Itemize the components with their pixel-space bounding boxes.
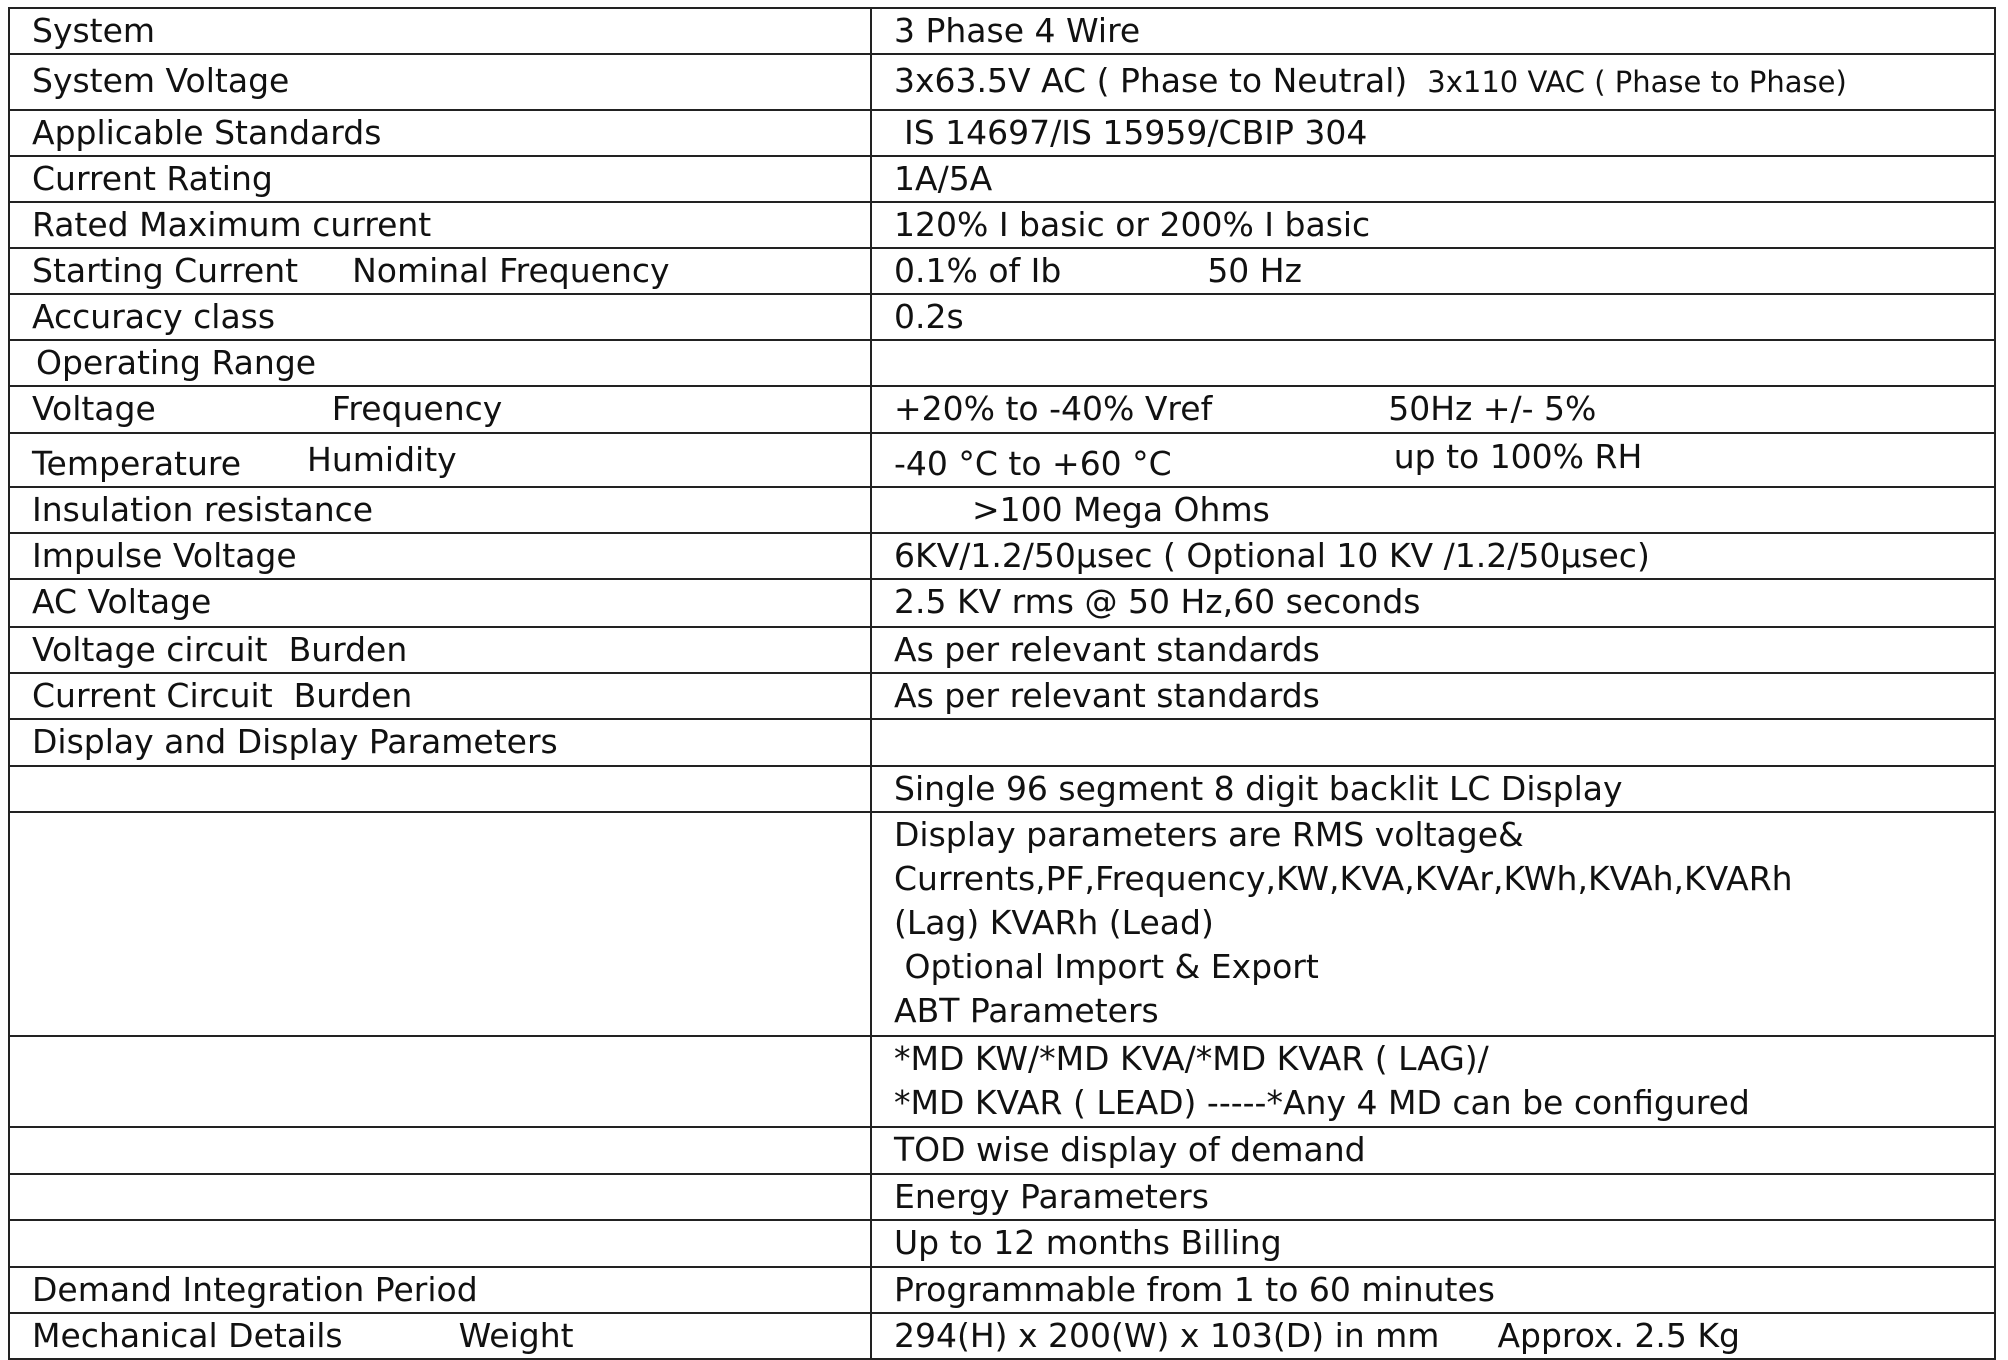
value-cell: Energy Parameters — [871, 1174, 1995, 1220]
label-cell: Current Circuit Burden — [9, 673, 871, 719]
label-cell — [9, 1036, 871, 1127]
table-row — [9, 1036, 1995, 1127]
table-row — [9, 627, 1995, 673]
value-cell: As per relevant standards — [871, 627, 1995, 673]
table-row — [9, 248, 1995, 294]
label-cell — [9, 1174, 871, 1220]
table-row — [9, 719, 1995, 766]
table-row — [9, 1313, 1995, 1359]
value-cell — [871, 812, 1995, 1036]
table-row — [9, 433, 1995, 487]
table-row — [9, 1267, 1995, 1313]
label-cell: Temperature Humidity — [9, 433, 871, 487]
value-line: *MD KW/*MD KVA/*MD KVAR ( LAG)/ — [894, 1039, 1489, 1078]
value-cell: Up to 12 months Billing — [871, 1220, 1995, 1267]
value-cell: -40 °C to +60 °C up to 100% RH — [871, 433, 1995, 487]
label-cell — [9, 766, 871, 812]
value-cell: 6KV/1.2/50µsec ( Optional 10 KV /1.2/50µsec) — [871, 533, 1995, 579]
label-cell: System Voltage — [9, 54, 871, 110]
label-cell: Operating Range — [9, 340, 871, 386]
value-line: Currents,PF,Frequency,KW,KVA,KVAr,KWh,KVAh,KVARh — [894, 859, 1793, 898]
spec-table — [8, 7, 1996, 1360]
table-row — [9, 766, 1995, 812]
label-cell: Rated Maximum current — [9, 202, 871, 248]
label-cell — [9, 1220, 871, 1267]
value-cell: +20% to -40% Vref 50Hz +/- 5% — [871, 386, 1995, 433]
label-cell: Accuracy class — [9, 294, 871, 340]
label-cell: Current Rating — [9, 156, 871, 202]
table-row — [9, 294, 1995, 340]
table-row — [9, 673, 1995, 719]
value-cell: 1A/5A — [871, 156, 1995, 202]
value-line: ABT Parameters — [894, 991, 1159, 1030]
table-row — [9, 533, 1995, 579]
label-cell: AC Voltage — [9, 579, 871, 627]
label-cell: Mechanical Details Weight — [9, 1313, 871, 1359]
table-row — [9, 1174, 1995, 1220]
label-cell: Display and Display Parameters — [9, 719, 871, 766]
value-cell: TOD wise display of demand — [871, 1127, 1995, 1174]
value-cell: As per relevant standards — [871, 673, 1995, 719]
value-cell: 3 Phase 4 Wire — [871, 8, 1995, 54]
label-cell: Impulse Voltage — [9, 533, 871, 579]
label-cell: Demand Integration Period — [9, 1267, 871, 1313]
value-cell: Programmable from 1 to 60 minutes — [871, 1267, 1995, 1313]
table-row — [9, 1127, 1995, 1174]
label-cell: Applicable Standards — [9, 110, 871, 156]
value-cell — [871, 1036, 1995, 1127]
value-line: (Lag) KVARh (Lead) — [894, 903, 1214, 942]
table-row — [9, 8, 1995, 54]
label-cell: Starting Current Nominal Frequency — [9, 248, 871, 294]
value-cell — [871, 340, 1995, 386]
label-cell: Insulation resistance — [9, 487, 871, 533]
value-cell: 294(H) x 200(W) x 103(D) in mm Approx. 2.5 Kg — [871, 1313, 1995, 1359]
value-cell: 0.2s — [871, 294, 1995, 340]
table-row — [9, 156, 1995, 202]
value-cell — [871, 719, 1995, 766]
table-row — [9, 1220, 1995, 1267]
value-cell: 3x63.5V AC ( Phase to Neutral) 3x110 VAC ( Phase to Phase) — [871, 54, 1995, 110]
table-row — [9, 487, 1995, 533]
table-row — [9, 812, 1995, 1036]
table-row — [9, 386, 1995, 433]
value-cell: 0.1% of Ib 50 Hz — [871, 248, 1995, 294]
value-cell: 120% I basic or 200% I basic — [871, 202, 1995, 248]
label-cell — [9, 812, 871, 1036]
label-cell — [9, 1127, 871, 1174]
label-cell: System — [9, 8, 871, 54]
value-line: Optional Import & Export — [894, 947, 1319, 986]
table-row — [9, 202, 1995, 248]
value-cell: Single 96 segment 8 digit backlit LC Display — [871, 766, 1995, 812]
value-cell: 2.5 KV rms @ 50 Hz,60 seconds — [871, 579, 1995, 627]
value-cell: IS 14697/IS 15959/CBIP 304 — [871, 110, 1995, 156]
value-cell: >100 Mega Ohms — [871, 487, 1995, 533]
table-row — [9, 340, 1995, 386]
value-line: Display parameters are RMS voltage& — [894, 815, 1524, 854]
label-cell: Voltage Frequency — [9, 386, 871, 433]
table-row — [9, 110, 1995, 156]
value-line: *MD KVAR ( LEAD) -----*Any 4 MD can be configured — [894, 1083, 1750, 1122]
label-cell: Voltage circuit Burden — [9, 627, 871, 673]
table-row — [9, 54, 1995, 110]
table-row — [9, 579, 1995, 627]
